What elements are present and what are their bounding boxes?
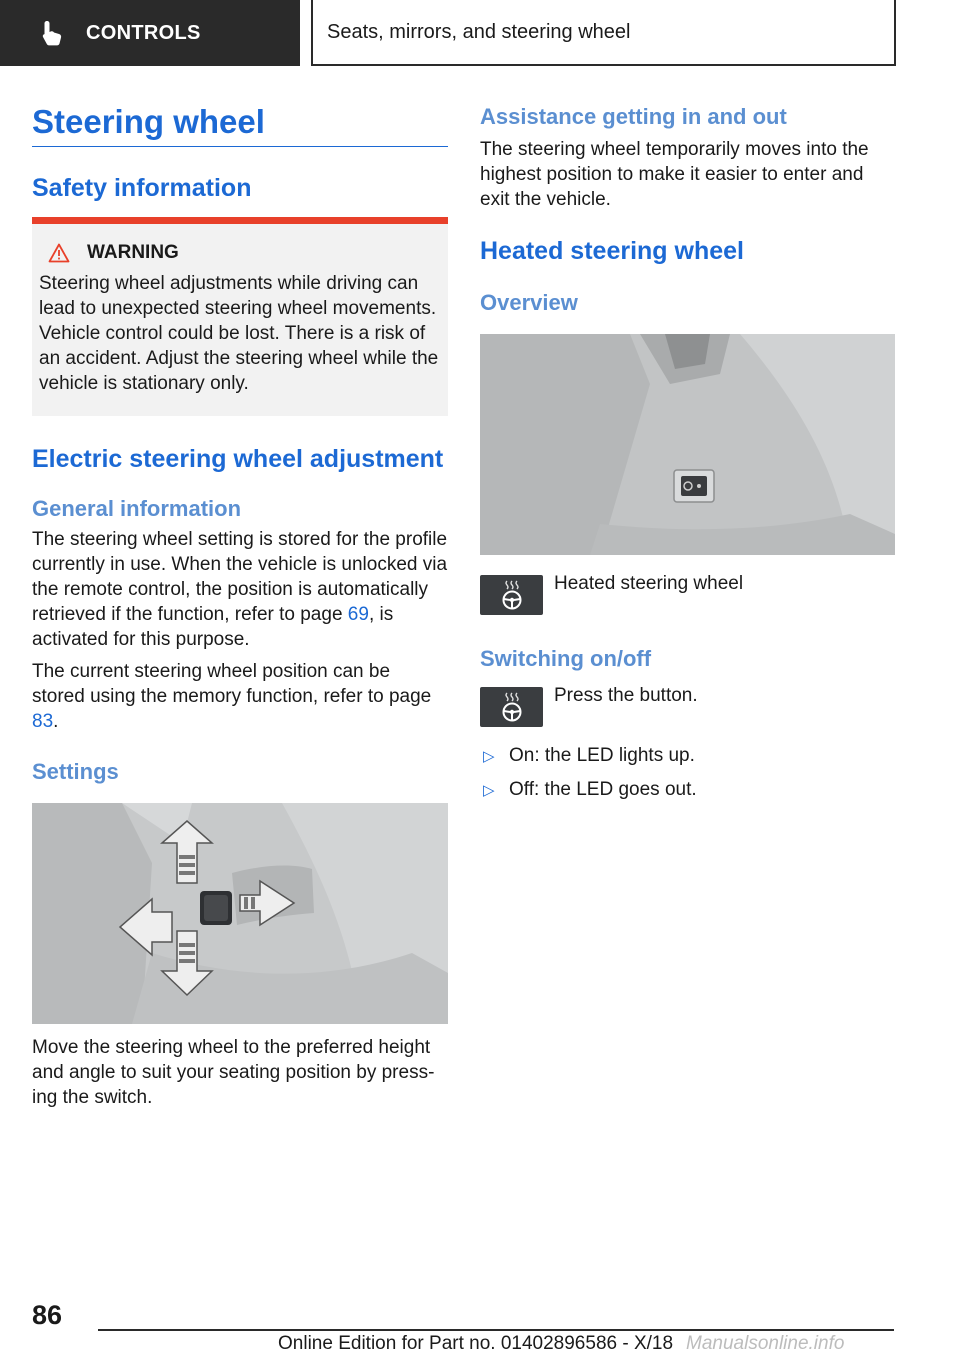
bullet-text-off: Off: the LED goes out.	[509, 779, 697, 800]
general-p1-text-b: , is activated for this purpose.	[32, 604, 394, 650]
overview-heading: Overview	[480, 290, 578, 315]
general-paragraph-1	[32, 527, 448, 652]
general-p2-text-a: The current steering wheel position can be stored using the memory function, refer to page	[32, 661, 432, 707]
chapter-title: Seats, mirrors, and steering wheel	[327, 20, 631, 43]
heated-steering-wheel-button-icon	[480, 575, 543, 615]
section-title: CONTROLS	[86, 21, 201, 44]
header-section-tab	[0, 0, 300, 66]
status-bullet-list	[480, 743, 895, 803]
safety-heading: Safety information	[32, 174, 252, 202]
press-button-text: Press the button.	[554, 685, 698, 706]
watermark: Manualsonline.info	[686, 1333, 845, 1354]
press-button-row	[480, 687, 895, 727]
general-p2-text-b: .	[53, 711, 59, 732]
page-link-69[interactable]: 69	[347, 604, 369, 625]
general-information-heading: General information	[32, 496, 242, 521]
warning-triangle-icon	[48, 243, 70, 263]
right-column	[480, 103, 895, 803]
heated-wheel-legend	[480, 575, 895, 615]
warning-title	[39, 242, 442, 264]
edition-note	[278, 1333, 673, 1355]
heated-wheel-label: Heated steering wheel	[554, 573, 744, 594]
header-chapter-tab	[311, 0, 896, 66]
left-column	[32, 100, 448, 1110]
heated-steering-wheel-button-icon	[480, 687, 543, 727]
hand-pointer-icon	[34, 15, 70, 51]
warning-label: WARNING	[87, 242, 179, 263]
heated-wheel-heading: Heated steering wheel	[480, 237, 744, 265]
assistance-text: The steering wheel temporarily moves into the highest position to make it easier to enter and exit the vehicle.	[480, 139, 869, 210]
list-item	[480, 777, 895, 803]
general-p1-text-a: The steering wheel setting is stored for the profile currently in use. When the vehicle is unlocked via the remote control, the position is automatically retrieved if the function, refer to page	[32, 529, 448, 625]
list-item	[480, 743, 895, 769]
warning-box	[32, 217, 448, 416]
electric-adjustment-heading: Electric steering wheel adjustment	[32, 445, 444, 473]
switching-heading: Switching on/off	[480, 646, 652, 671]
warning-text: Steering wheel adjustments while driving can lead to unexpected steering wheel movements. Vehicle control could be lost. There is a risk of an accident. Adjust the steering wheel while the vehicle is stationary only.	[39, 273, 439, 394]
assistance-heading: Assistance getting in and out	[480, 104, 787, 129]
bullet-text-on: On: the LED lights up.	[509, 745, 695, 766]
general-paragraph-2	[32, 659, 448, 734]
settings-heading: Settings	[32, 759, 119, 784]
steering-adjustment-switch-image	[32, 803, 448, 1024]
page-title: Steering wheel	[32, 100, 448, 147]
footer-rule	[98, 1329, 894, 1331]
triangle-right-icon: ▷	[483, 782, 495, 799]
page-link-83[interactable]: 83	[32, 711, 54, 732]
heated-wheel-button-image	[480, 334, 895, 555]
page-number: 86	[32, 1300, 63, 1330]
triangle-right-icon: ▷	[483, 748, 495, 765]
settings-text: Move the steering wheel to the preferred height and angle to suit your seating position by pressing the switch.	[32, 1037, 435, 1108]
edition-text: Online Edition for Part no. 01402896586 - X/18	[278, 1333, 674, 1354]
